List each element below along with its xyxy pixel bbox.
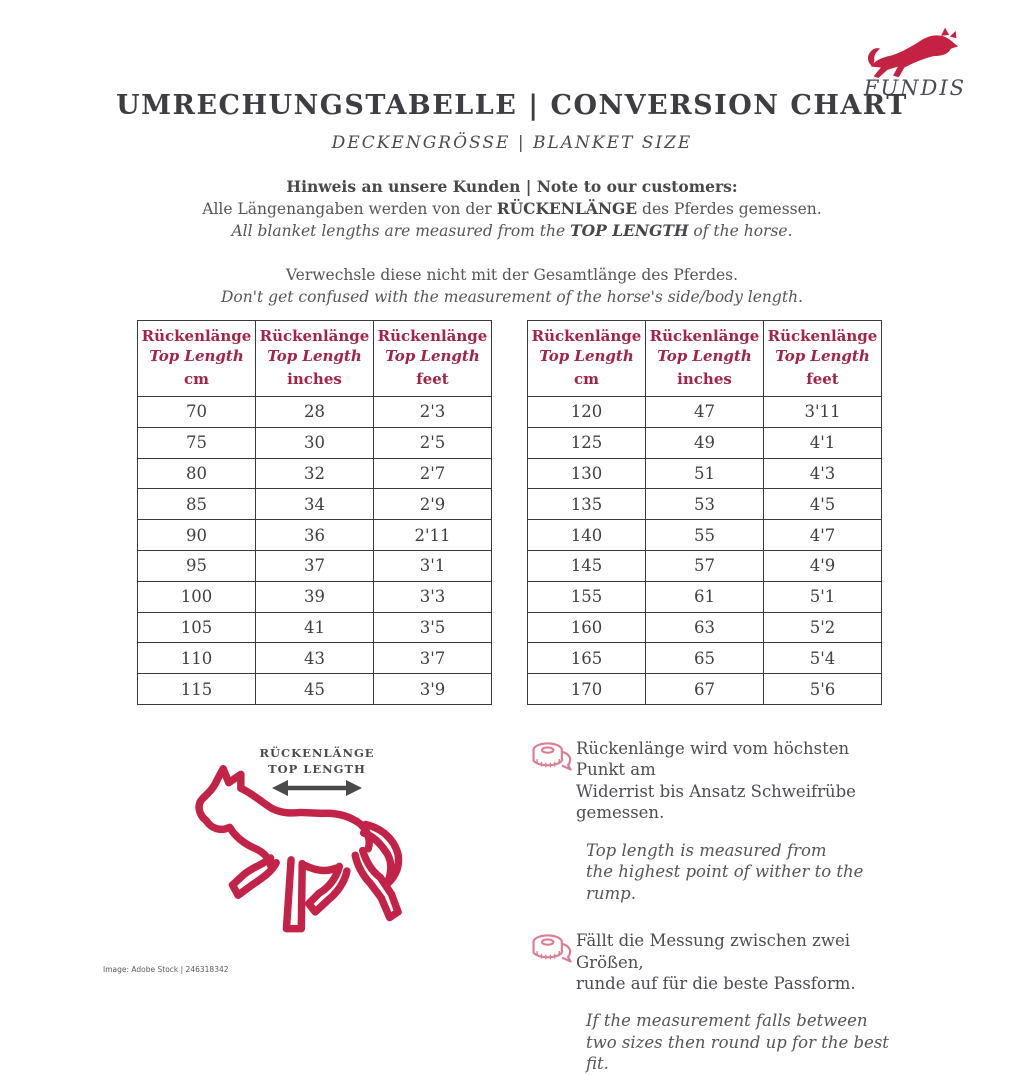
table-row bbox=[528, 397, 882, 428]
jumping-horse-logo-icon bbox=[863, 26, 967, 78]
header-cell-cm: Rückenlänge Top Length cm bbox=[138, 321, 256, 397]
table-cell: 70 bbox=[138, 397, 256, 428]
table-cell: 95 bbox=[138, 550, 256, 581]
page-title: UMRECHUNGSTABELLE | CONVERSION CHART bbox=[116, 90, 908, 121]
customer-note bbox=[0, 176, 1024, 308]
table-cell: 3'3 bbox=[374, 581, 492, 612]
table-cell: 3'5 bbox=[374, 612, 492, 643]
table-header-row bbox=[138, 321, 492, 397]
page-subtitle: DECKENGRÖSSE | BLANKET SIZE bbox=[331, 133, 693, 153]
table-cell: 4'5 bbox=[764, 489, 882, 520]
table-row bbox=[528, 427, 882, 458]
table-cell: 61 bbox=[646, 581, 764, 612]
table-cell: 57 bbox=[646, 550, 764, 581]
conversion-table-left bbox=[137, 320, 492, 705]
table-cell: 4'1 bbox=[764, 427, 882, 458]
image-credit: Image: Adobe Stock | 246318342 bbox=[103, 965, 229, 974]
table-cell: 5'4 bbox=[764, 643, 882, 674]
table-cell: 36 bbox=[256, 520, 374, 551]
header-cell-inches: Rückenlänge Top Length inches bbox=[256, 321, 374, 397]
table-cell: 2'7 bbox=[374, 458, 492, 489]
table-cell: 43 bbox=[256, 643, 374, 674]
table-row bbox=[138, 458, 492, 489]
tip-2-de: Fällt die Messung zwischen zwei Größen, runde auf für die beste Passform. bbox=[576, 931, 856, 993]
table-row bbox=[528, 550, 882, 581]
table-cell: 135 bbox=[528, 489, 646, 520]
tip-1 bbox=[530, 738, 905, 824]
table-cell: 80 bbox=[138, 458, 256, 489]
note-line-en: All blanket lengths are measured from the TOP LENGTH of the horse. bbox=[231, 221, 793, 240]
table-cell: 130 bbox=[528, 458, 646, 489]
table-cell: 85 bbox=[138, 489, 256, 520]
table-row bbox=[528, 458, 882, 489]
table-cell: 2'9 bbox=[374, 489, 492, 520]
table-cell: 5'1 bbox=[764, 581, 882, 612]
table-cell: 5'6 bbox=[764, 674, 882, 705]
table-row bbox=[528, 489, 882, 520]
table-cell: 3'9 bbox=[374, 674, 492, 705]
table-header-row bbox=[528, 321, 882, 397]
table-cell: 4'7 bbox=[764, 520, 882, 551]
horse-outline-icon bbox=[176, 752, 408, 938]
header-cell-feet: Rückenlänge Top Length feet bbox=[764, 321, 882, 397]
measuring-tape-icon bbox=[530, 740, 576, 776]
tip-1-de: Rückenlänge wird vom höchsten Punkt am Widerrist bis Ansatz Schweifrübe gemessen. bbox=[576, 739, 856, 823]
table-cell: 3'11 bbox=[764, 397, 882, 428]
table-cell: 45 bbox=[256, 674, 374, 705]
table-cell: 53 bbox=[646, 489, 764, 520]
table-cell: 100 bbox=[138, 581, 256, 612]
table-cell: 63 bbox=[646, 612, 764, 643]
tip-1-en: Top length is measured from the highest point of wither to the rump. bbox=[586, 840, 864, 903]
table-cell: 105 bbox=[138, 612, 256, 643]
table-cell: 165 bbox=[528, 643, 646, 674]
table-row bbox=[138, 427, 492, 458]
measurement-tips bbox=[530, 738, 905, 1075]
table-cell: 90 bbox=[138, 520, 256, 551]
table-cell: 170 bbox=[528, 674, 646, 705]
note-line2-en: Don't get confused with the measurement of the horse's side/body length. bbox=[221, 288, 803, 306]
table-row bbox=[138, 520, 492, 551]
table-row bbox=[138, 643, 492, 674]
table-cell: 67 bbox=[646, 674, 764, 705]
table-cell: 3'7 bbox=[374, 643, 492, 674]
measuring-tape-icon bbox=[530, 932, 576, 968]
table-cell: 55 bbox=[646, 520, 764, 551]
table-cell: 37 bbox=[256, 550, 374, 581]
table-row bbox=[138, 581, 492, 612]
table-row bbox=[138, 397, 492, 428]
table-cell: 4'3 bbox=[764, 458, 882, 489]
table-row bbox=[138, 674, 492, 705]
note-line-de: Alle Längenangaben werden von der RÜCKENLÄNGE des Pferdes gemessen. bbox=[202, 199, 822, 218]
table-cell: 4'9 bbox=[764, 550, 882, 581]
table-row bbox=[528, 674, 882, 705]
top-length-label: RÜCKENLÄNGE TOP LENGTH bbox=[259, 746, 375, 777]
table-cell: 49 bbox=[646, 427, 764, 458]
note-line2-de: Verwechsle diese nicht mit der Gesamtlänge des Pferdes. bbox=[285, 266, 739, 284]
table-row bbox=[528, 520, 882, 551]
table-cell: 41 bbox=[256, 612, 374, 643]
table-cell: 120 bbox=[528, 397, 646, 428]
conversion-table-right bbox=[527, 320, 882, 705]
table-row bbox=[138, 550, 492, 581]
table-cell: 47 bbox=[646, 397, 764, 428]
table-cell: 2'3 bbox=[374, 397, 492, 428]
table-cell: 125 bbox=[528, 427, 646, 458]
table-cell: 155 bbox=[528, 581, 646, 612]
table-cell: 51 bbox=[646, 458, 764, 489]
table-cell: 115 bbox=[138, 674, 256, 705]
table-row bbox=[528, 643, 882, 674]
brand-name: FUNDIS bbox=[863, 76, 967, 100]
table-row bbox=[138, 489, 492, 520]
table-cell: 160 bbox=[528, 612, 646, 643]
table-cell: 34 bbox=[256, 489, 374, 520]
table-row bbox=[138, 612, 492, 643]
table-cell: 32 bbox=[256, 458, 374, 489]
table-cell: 65 bbox=[646, 643, 764, 674]
table-cell: 145 bbox=[528, 550, 646, 581]
table-cell: 2'5 bbox=[374, 427, 492, 458]
table-cell: 28 bbox=[256, 397, 374, 428]
table-cell: 140 bbox=[528, 520, 646, 551]
table-cell: 5'2 bbox=[764, 612, 882, 643]
table-cell: 2'11 bbox=[374, 520, 492, 551]
table-row bbox=[528, 581, 882, 612]
table-cell: 75 bbox=[138, 427, 256, 458]
header-cell-cm: Rückenlänge Top Length cm bbox=[528, 321, 646, 397]
note-heading: Hinweis an unsere Kunden | Note to our customers: bbox=[286, 177, 738, 196]
table-cell: 110 bbox=[138, 643, 256, 674]
fundis-logo bbox=[850, 26, 980, 100]
header-cell-inches: Rückenlänge Top Length inches bbox=[646, 321, 764, 397]
table-cell: 3'1 bbox=[374, 550, 492, 581]
header-cell-feet: Rückenlänge Top Length feet bbox=[374, 321, 492, 397]
table-cell: 39 bbox=[256, 581, 374, 612]
table-row bbox=[528, 612, 882, 643]
table-cell: 30 bbox=[256, 427, 374, 458]
tip-2 bbox=[530, 930, 905, 994]
tip-2-en: If the measurement falls between two sizes then round up for the best fit. bbox=[586, 1011, 889, 1074]
